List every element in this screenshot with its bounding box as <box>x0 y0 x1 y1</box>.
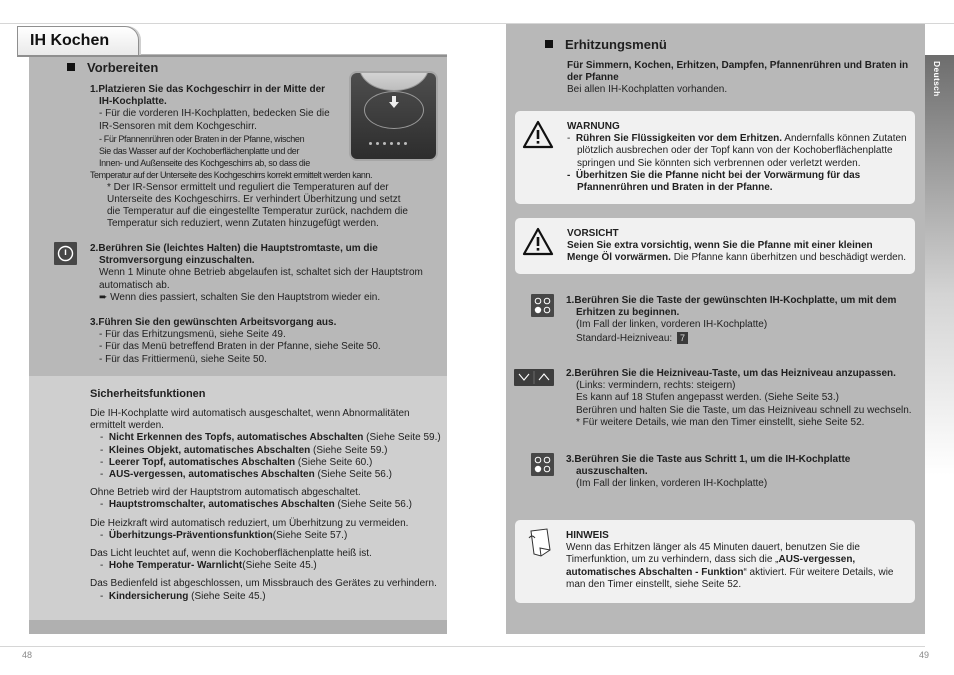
cooking-zone-key-icon <box>531 453 554 476</box>
heading-heating-menu: Erhitzungsmenü <box>545 37 667 53</box>
heating-menu-subtitle: Für Simmern, Kochen, Erhitzen, Dampfen, Pfannenrühren und Braten in der Pfanne Bei allen IH-Kochplatten vorhanden. <box>567 60 909 96</box>
control-panel-lights <box>369 139 421 142</box>
note-label: HINWEIS <box>566 530 609 541</box>
power-button-icon <box>54 242 77 265</box>
heating-step2: 2.Berühren Sie die Heizniveau-Taste, um das Heizniveau anzupassen. (Links: vermindern, rechts: steigern) Es kann auf 18 Stufen angepasst werden. (Siehe Seite 53.) Berühren und halten Sie die Taste, um das Heizniveau schnell zu wechseln. * Für weitere Details, wie man den Timer einstellt, siehe Seite 52. <box>566 368 912 428</box>
heat-level-display: 7 <box>677 332 688 344</box>
arrow-down-icon <box>389 96 399 108</box>
square-bullet-icon <box>67 63 75 71</box>
safety-functions-text: Die IH-Kochplatte wird automatisch ausgeschaltet, wenn Abnormalitäten ermittelt werden. - Nicht Erkennen des Topfs, automatisches Abschalten (Siehe Seite 59.) - Kleines Objekt, automatisches Abschalten (Siehe Seite 59.) - Leerer Topf, automatisches Abschalten (Siehe Seite 60.) - AUS-vergessen, automatisches Abschalten (Siehe Seite 56.) Ohne Betrieb wird der Hauptstrom automatisch abgeschaltet. - Hauptstromschalter, automatisches Abschalten (Siehe Seite 56.) Die Heizkraft wird automatisch reduziert, um Überhitzung zu vermeiden. - Überhitzungs-Präventionsfunktion(Siehe Seite 57.) Das Licht leuchtet auf, wenn die Kochoberflächenplatte heiß ist. - Hohe Temperatur- Warnlicht(Siehe Seite 45.) Das Bedienfeld ist abgeschlossen, um Missbrauch des Gerätes zu verhindern. - Kindersicherung (Siehe Seite 45.) <box>90 408 441 602</box>
heading-vorbereiten: Vorbereiten <box>67 60 158 76</box>
language-side-tab <box>925 55 954 655</box>
page-number-right: 49 <box>919 650 930 660</box>
warning-box: WARNUNG - Rühren Sie Flüssigkeiten vor dem Erhitzen. Andernfalls können Zutaten plötzlich ausbrechen oder der Topf kann von der Kochoberflächenplatte springen und Sie könnten sich verbrennen oder verletzt werden. - Überhitzen Sie die Pfanne nicht bei der Vorwärmung für das Pfannenrühren und Braten in der Pfanne. <box>515 111 915 204</box>
caution-label: VORSICHT <box>567 228 619 239</box>
caution-triangle-icon <box>522 227 554 256</box>
heat-level-keys-icon <box>514 369 554 386</box>
caution-box: VORSICHT Seien Sie extra vorsichtig, wenn Sie die Pfanne mit einer kleinen Menge Öl vorwärmen. Die Pfanne kann überhitzen und beschädigt werden. <box>515 218 915 274</box>
page-title: IH Kochen <box>30 32 110 49</box>
cooktop-illustration <box>349 71 438 161</box>
language-label: Deutsch <box>932 61 943 97</box>
heating-step3: 3.Berühren Sie die Taste aus Schritt 1, um die IH-Kochplatte auszuschalten. (Im Fall der linken, vorderen IH-Kochplatte) <box>566 454 851 490</box>
step2-preparation: 2.Berühren Sie (leichtes Halten) die Hauptstromtaste, um die Stromversorgung einzuschalten. Wenn 1 Minute ohne Betrieb abgelaufen ist, schaltet sich der Hauptstrom automatisch ab. ➨ Wenn dies passiert, schalten Sie den Hauptstrom wieder ein. <box>90 243 423 303</box>
section-title-tab <box>17 26 139 56</box>
note-box: HINWEIS Wenn das Erhitzen länger als 45 Minuten dauert, benutzen Sie die Timerfunktion, um zu verhindern, dass sich die „AUS-vergessen, automatisches Abschalten - Funktion“ aktiviert. Für weitere Details, wie man den Timer einstellt, siehe Seite 52. <box>515 520 915 603</box>
warning-triangle-icon <box>522 120 554 149</box>
arrow-right-icon: ➨ <box>99 291 111 303</box>
heading-safety-functions: Sicherheitsfunktionen <box>90 388 206 400</box>
step3-preparation: 3.Führen Sie den gewünschten Arbeitsvorgang aus. - Für das Erhitzungsmenü, siehe Seite 49. - Für das Menü betreffend Braten in der Pfanne, siehe Seite 50. - Für das Frittiermenü, siehe Seite 50. <box>90 317 381 365</box>
heating-step1: 1.Berühren Sie die Taste der gewünschten IH-Kochplatte, um mit dem Erhitzen zu beginnen. (Im Fall der linken, vorderen IH-Kochplatte) Standard-Heizniveau: 7 <box>566 295 897 344</box>
title-underline <box>17 55 447 57</box>
square-bullet-icon <box>545 40 553 48</box>
page-number-left: 48 <box>22 650 33 660</box>
step1-preparation: 1.Platzieren Sie das Kochgeschirr in der Mitte der IH-Kochplatte. - Für die vorderen IH-Kochplatten, bedecken Sie die IR-Sensoren mit dem Kochgeschirr. - Für Pfannenrühren oder Braten in der Pfanne, wischen Sie das Wasser auf der Kochoberflächenplatte und der Innen- und Außenseite des Kochgeschirrs ab, so dass die Temperatur auf der Unterseite des Kochgeschirrs korrekt ermittelt werden kann. * Der IR-Sensor ermittelt und reguliert die Temperaturen auf der Unterseite des Kochgeschirrs. Er verhindert Überhitzung und setzt die Temperatur auf die eingestellte Temperatur zurück, nachdem die Temperatur sich reduziert, wenn Zutaten hinzugefügt werden. <box>90 84 408 230</box>
warning-label: WARNUNG <box>567 121 620 132</box>
pan-icon <box>359 71 429 91</box>
cooking-zone-key-icon <box>531 294 554 317</box>
note-paper-icon <box>527 528 553 558</box>
bottom-rule <box>0 646 954 647</box>
